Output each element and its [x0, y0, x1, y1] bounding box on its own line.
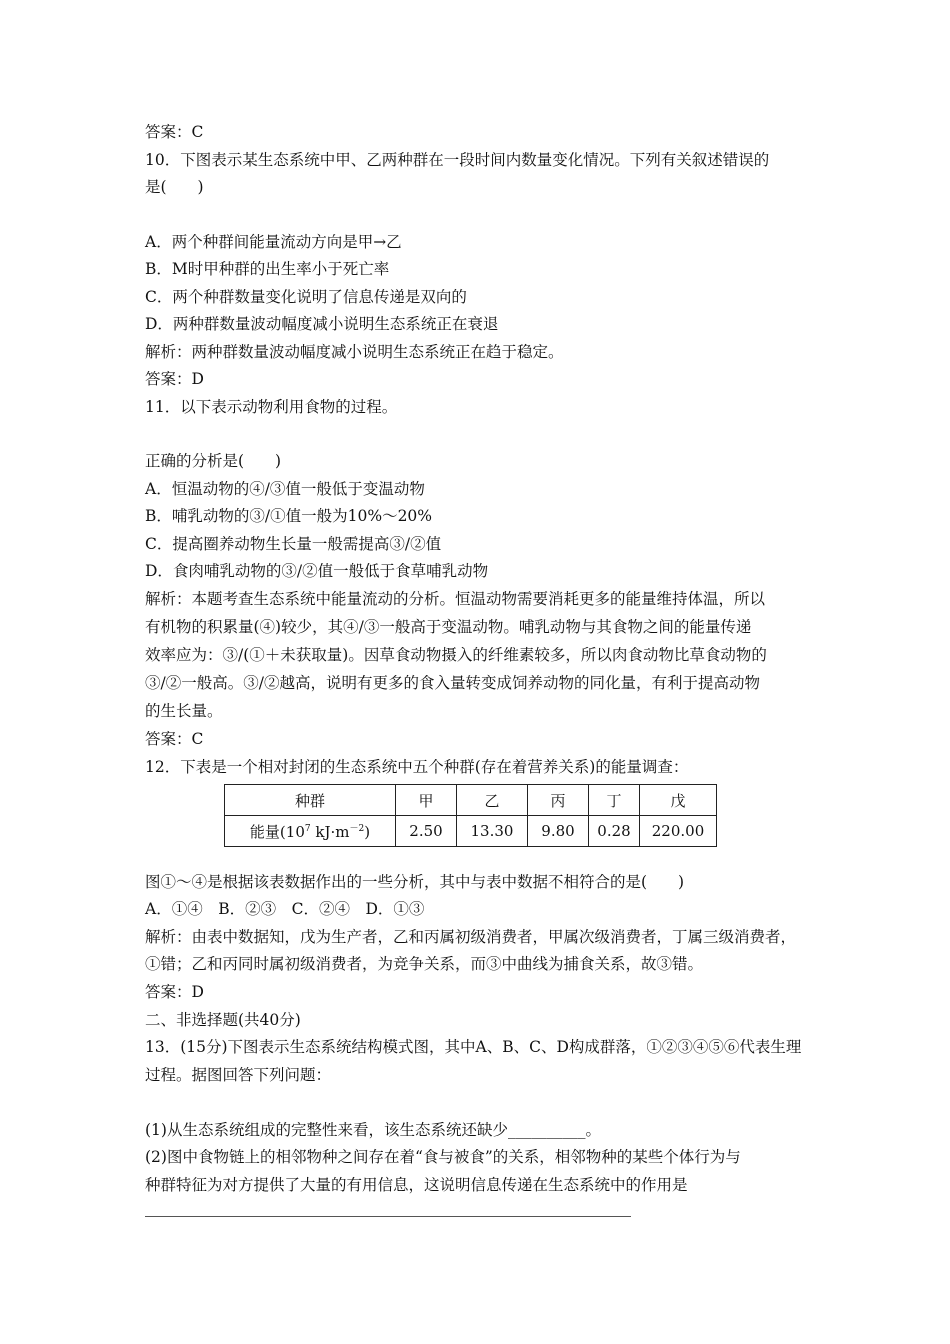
table-cell: 220.00: [640, 816, 717, 847]
q11-option-c: C．提高圈养动物生长量一般需提高③/②值: [145, 535, 442, 553]
q11-explanation-1: 解析：本题考查生态系统中能量流动的分析。恒温动物需要消耗更多的能量维持体温，所以: [145, 590, 766, 608]
q10-option-d: D．两种群数量波动幅度减小说明生态系统正在衰退: [145, 315, 499, 333]
q10-option-b: B．M时甲种群的出生率小于死亡率: [145, 260, 390, 278]
table-header-cell: 种群: [225, 785, 396, 816]
table-cell: 2.50: [396, 816, 457, 847]
table-header-cell: 丁: [589, 785, 640, 816]
question-10-stem: 10．下图表示某生态系统中甲、乙两种群在一段时间内数量变化情况。下列有关叙述错误的: [145, 151, 770, 169]
answer-11: 答案：C: [145, 730, 204, 748]
q12-explanation-2: ①错；乙和丙同时属初级消费者，为竞争关系，而③中曲线为捕食关系，故③错。: [145, 955, 704, 973]
question-12-prompt: 图①～④是根据该表数据作出的一些分析，其中与表中数据不相符合的是( ): [145, 873, 685, 891]
q13-part-2: (2)图中食物链上的相邻物种之间存在着“食与被食”的关系，相邻物种的某些个体行为与: [145, 1148, 741, 1166]
table-header-cell: 甲: [396, 785, 457, 816]
answer-10: 答案：D: [145, 370, 204, 388]
q11-option-a: A．恒温动物的④/③值一般低于变温动物: [145, 480, 425, 498]
table-cell: 9.80: [528, 816, 589, 847]
table-header-row: [225, 785, 717, 816]
answer-12: 答案：D: [145, 983, 204, 1001]
question-12-stem: 12．下表是一个相对封闭的生态系统中五个种群(存在着营养关系)的能量调查：: [145, 758, 689, 776]
q10-explanation: 解析：两种群数量波动幅度减小说明生态系统正在趋于稳定。: [145, 343, 564, 361]
q13-part-2-cont: 种群特征为对方提供了大量的有用信息，这说明信息传递在生态系统中的作用是: [145, 1176, 688, 1194]
answer-blank-line: [145, 1216, 631, 1217]
question-13-stem-cont: 过程。据图回答下列问题：: [145, 1066, 332, 1084]
q10-option-a: A．两个种群间能量流动方向是甲→乙: [145, 233, 402, 251]
answer-9: 答案：C: [145, 123, 204, 141]
q12-options: A．①④ B．②③ C．②④ D．①③: [145, 900, 425, 918]
energy-table: [224, 784, 717, 847]
q11-explanation-3: 效率应为：③/(①＋未获取量)。因草食动物摄入的纤维素较多，所以肉食动物比草食动物的: [145, 646, 767, 664]
question-10-stem-cont: 是( ): [145, 178, 204, 196]
q11-option-b: B．哺乳动物的③/①值一般为10%～20%: [145, 507, 433, 525]
table-cell: 0.28: [589, 816, 640, 847]
energy-row-label: 能量($10^7$ $kJ\cdot m^{-2}$): [225, 816, 396, 847]
q10-option-c: C．两个种群数量变化说明了信息传递是双向的: [145, 288, 467, 306]
table-header-cell: 乙: [457, 785, 528, 816]
section-heading: 二、非选择题(共40分): [145, 1011, 301, 1029]
q13-part-1: (1)从生态系统组成的完整性来看，该生态系统还缺少__________。: [145, 1121, 601, 1139]
q11-explanation-5: 的生长量。: [145, 702, 223, 720]
q12-explanation-1: 解析：由表中数据知，戊为生产者，乙和丙属初级消费者，甲属次级消费者，丁属三级消费者，: [145, 928, 797, 946]
q11-option-d: D．食肉哺乳动物的③/②值一般低于食草哺乳动物: [145, 562, 489, 580]
q11-explanation-2: 有机物的积累量(④)较少，其④/③一般高于变温动物。哺乳动物与其食物之间的能量传递: [145, 618, 752, 636]
table-header-cell: 戊: [640, 785, 717, 816]
q11-explanation-4: ③/②一般高。③/②越高，说明有更多的食入量转变成饲养动物的同化量，有利于提高动物: [145, 674, 760, 692]
table-header-cell: 丙: [528, 785, 589, 816]
question-11-stem: 11．以下表示动物利用食物的过程。: [145, 398, 398, 416]
question-13-stem: 13．(15分)下图表示生态系统结构模式图，其中A、B、C、D构成群落，①②③④⑤⑥代表生理: [145, 1038, 802, 1056]
question-11-prompt: 正确的分析是( ): [145, 452, 282, 470]
table-row: [225, 816, 717, 847]
table-cell: 13.30: [457, 816, 528, 847]
